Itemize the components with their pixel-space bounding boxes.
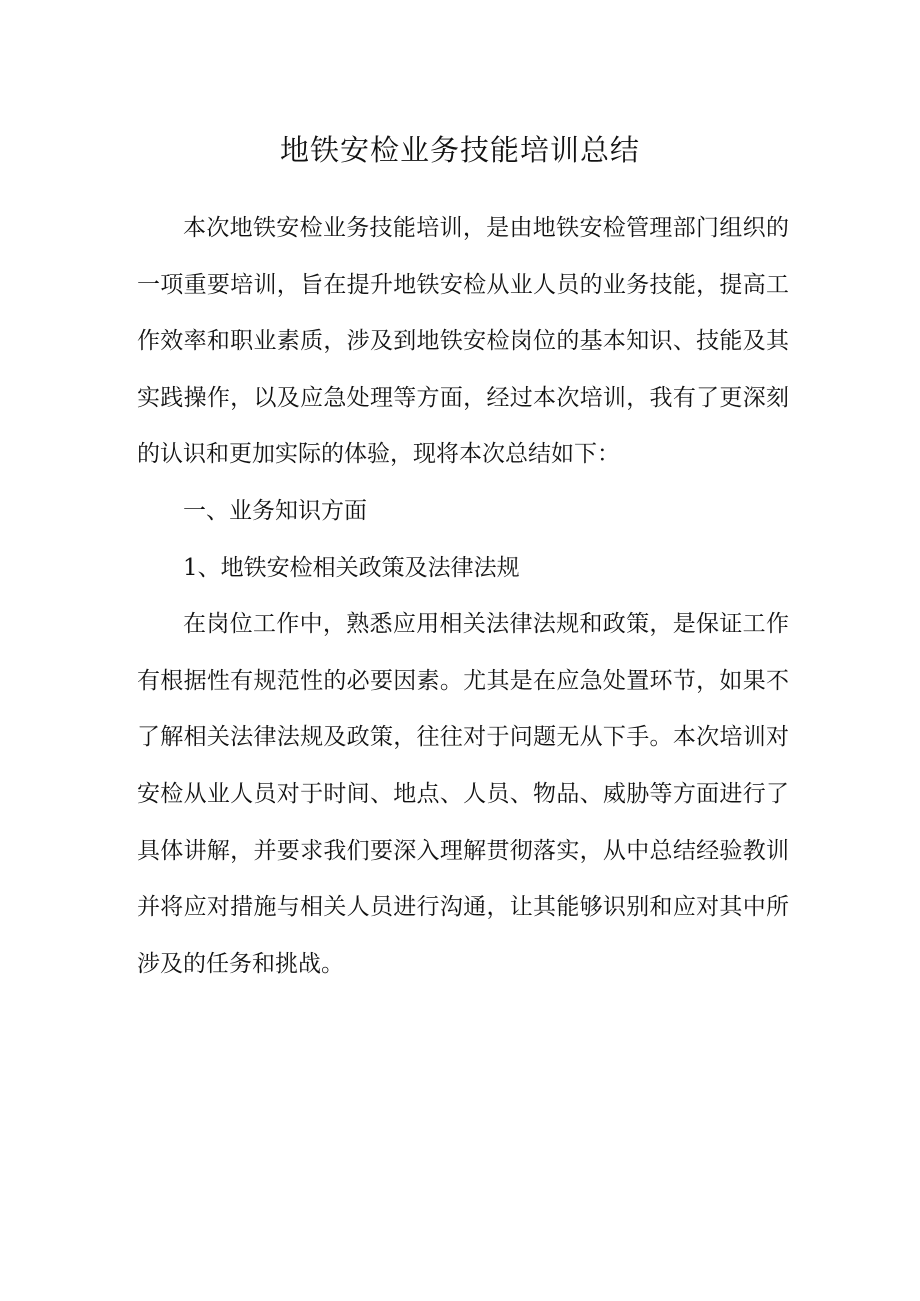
subsection-heading: 1、地铁安检相关政策及法律法规 xyxy=(183,554,520,581)
section-heading: 一、业务知识方面 xyxy=(183,497,367,524)
document-title: 地铁安检业务技能培训总结 xyxy=(279,133,640,167)
paragraph-intro: 本次地铁安检业务技能培训，是由地铁安检管理部门组织的一项重要培训，旨在提升地铁安检从业人员的业务技能，提高工作效率和职业素质，涉及到地铁安检岗位的基本知识、技能及其实践操作，以及应急处理等方面，经过本次培训，我有了更深刻的认识和更加实际的体验，现将本次总结如下： xyxy=(137,215,789,468)
paragraph-policy: 在岗位工作中，熟悉应用相关法律法规和政策，是保证工作有根据性有规范性的必要因素。尤其是在应急处置环节，如果不了解相关法律法规及政策，往往对于问题无从下手。本次培训对安检从业人员对于时间、地点、人员、物品、威胁等方面进行了具体讲解，并要求我们要深入理解贯彻落实，从中总结经验教训并将应对措施与相关人员进行沟通，让其能够识别和应对其中所涉及的任务和挑战。 xyxy=(137,611,789,977)
document-body xyxy=(137,200,789,992)
